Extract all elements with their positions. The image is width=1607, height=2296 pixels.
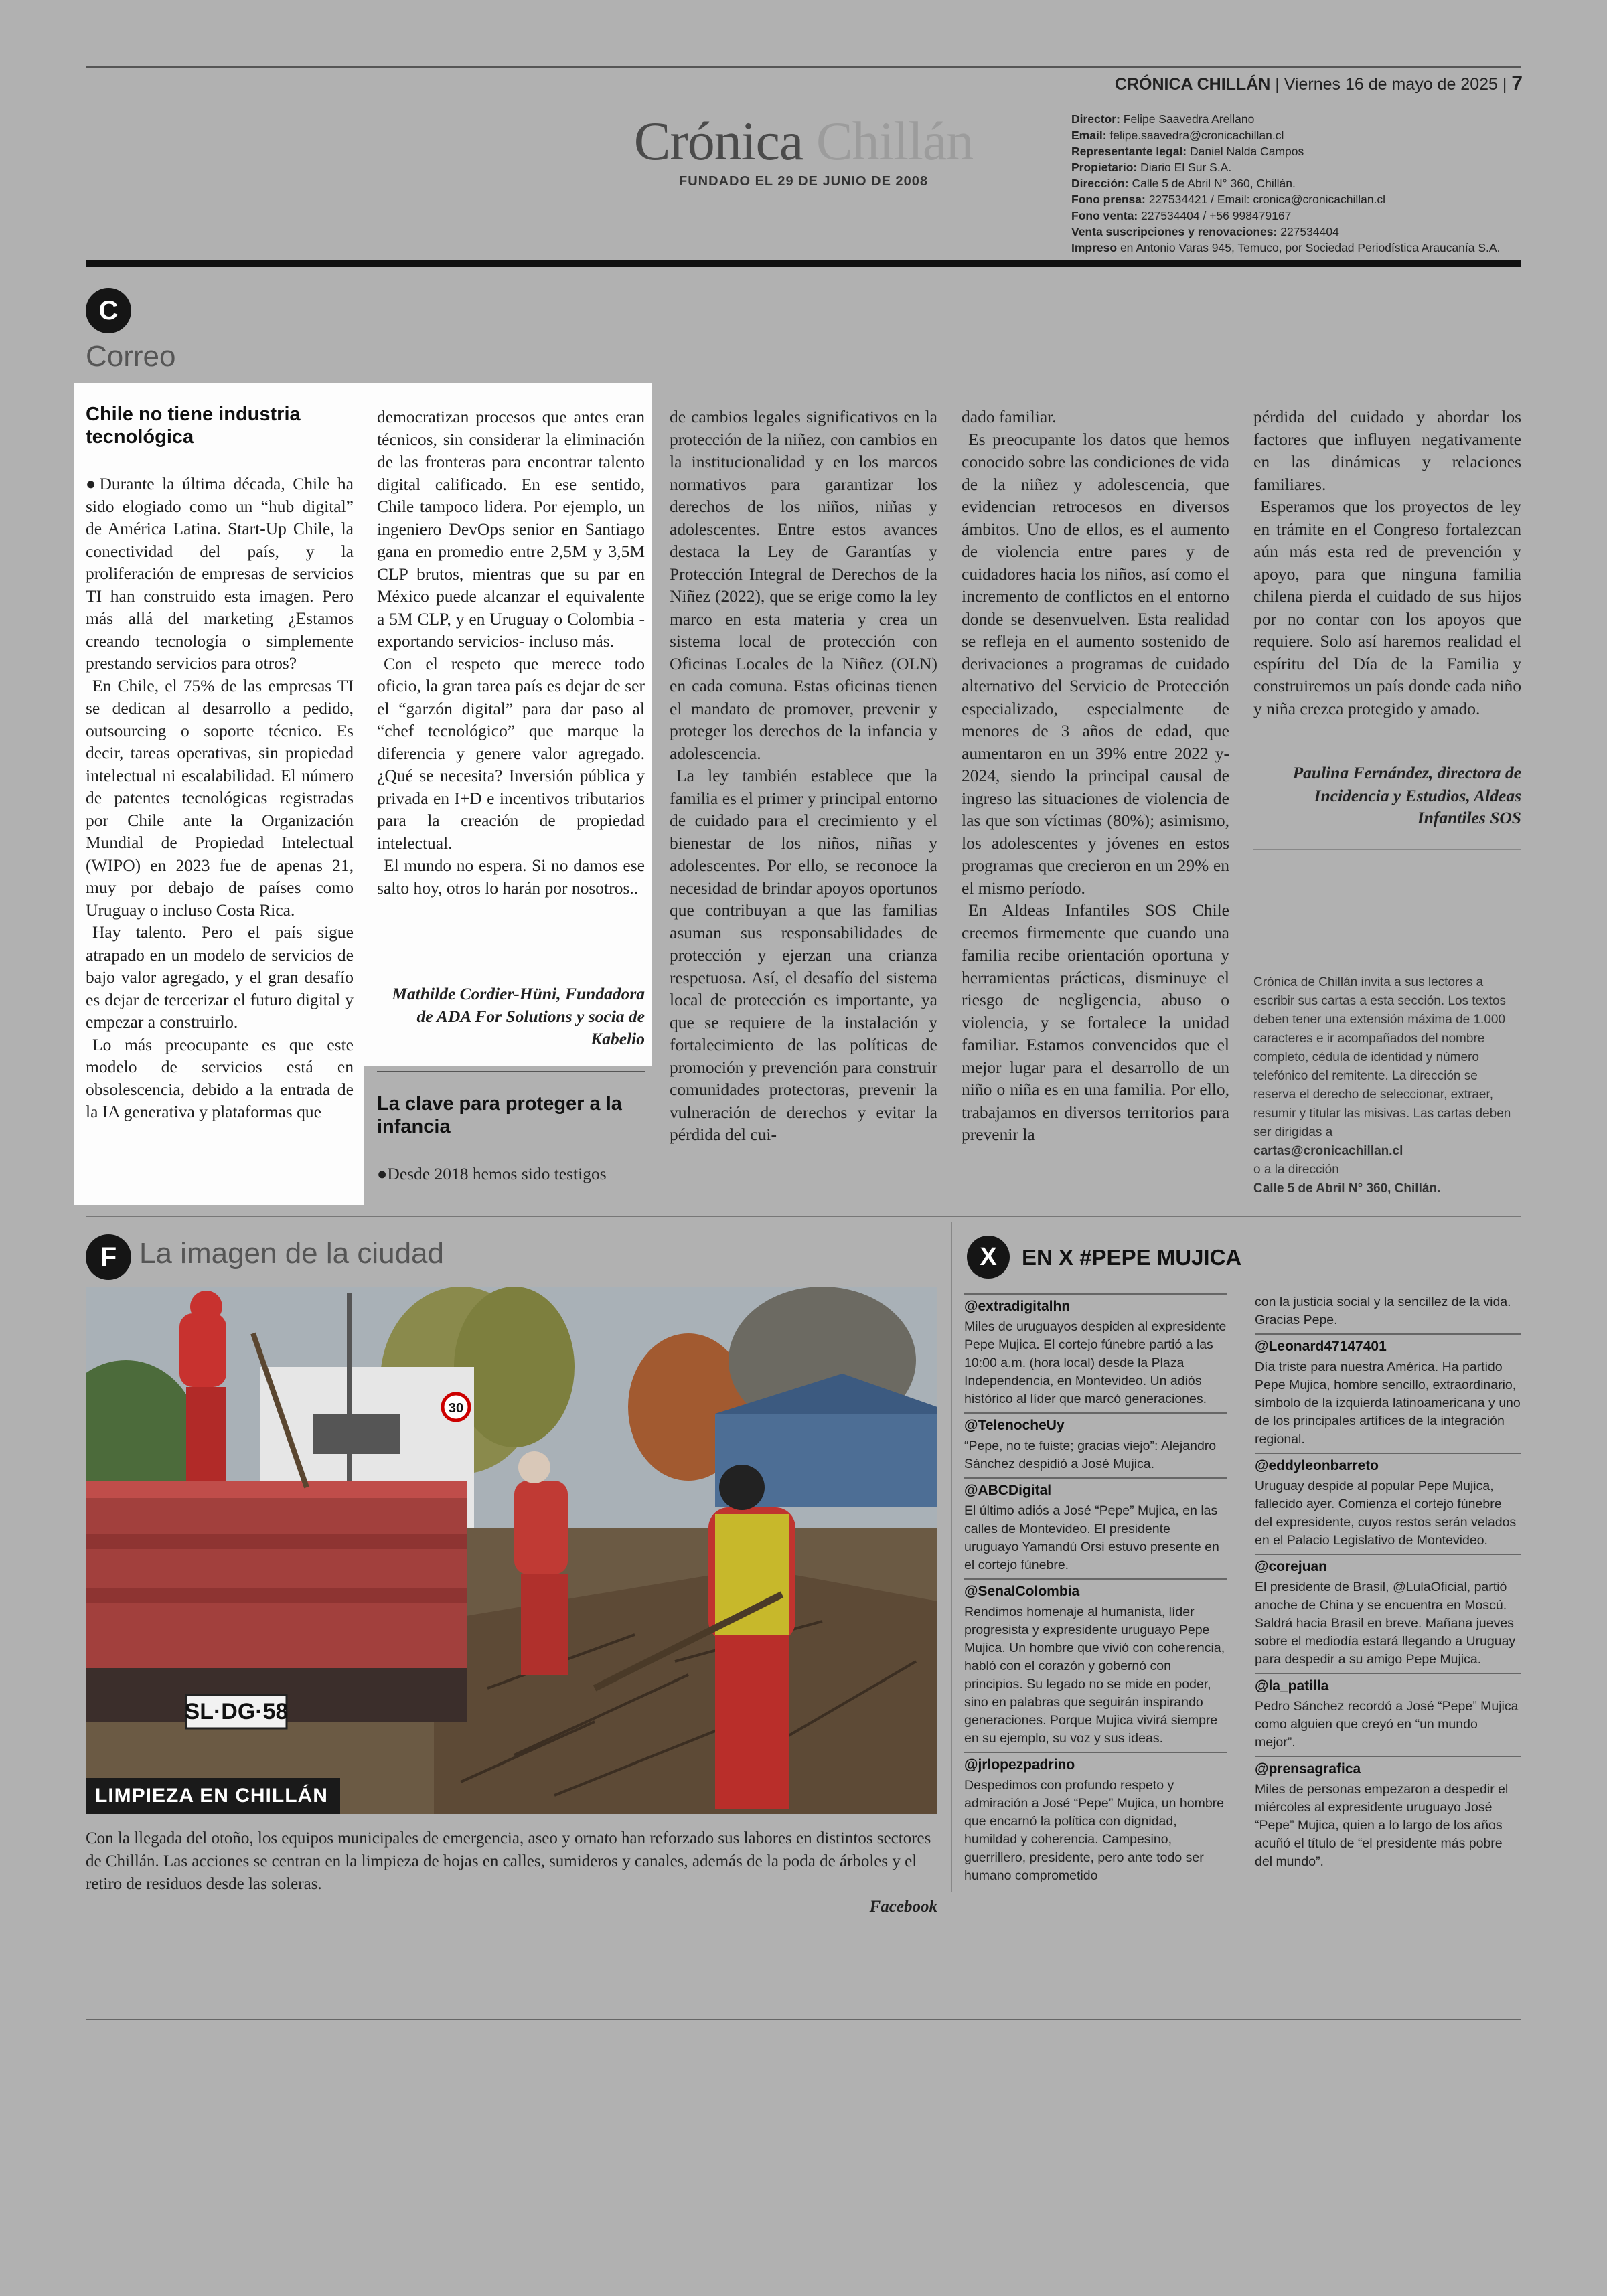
letter1-paragraph: ●Durante la última década, Chile ha sido elogiado como un “hub digital” de América Latina. Start-Up Chile, la conectividad del país, y la proliferación de empresas de servicios TI han construido esta imagen. Pero más allá del marketing ¿Estamos creando tecnología o simplemente prestando servicios para otros?	[86, 474, 354, 673]
staff-row	[1071, 143, 1527, 159]
folio-date: Viernes 16 de mayo de 2025	[1284, 75, 1498, 94]
staff-label: Impreso	[1071, 241, 1120, 254]
staff-label: Venta suscripciones y renovaciones:	[1071, 225, 1281, 238]
staff-label: Propietario:	[1071, 161, 1141, 174]
folio-page: 7	[1511, 72, 1523, 94]
staff-label: Email:	[1071, 129, 1110, 142]
staff-row	[1071, 175, 1527, 191]
imagen-icon: F	[86, 1234, 131, 1280]
staff-box	[1071, 111, 1527, 256]
photo-tag: LIMPIEZA EN CHILLÁN	[86, 1778, 340, 1814]
staff-label: Director:	[1071, 112, 1124, 126]
letter1-paragraph: Con el respeto que merece todo oficio, la gran tarea país es dejar de ser el “garzón digital” para dar paso al “chef tecnológico” que marque la diferencia y genere valor agregado. ¿Qué se necesita? Inversión pública y privada en I+D e incentivos tributarios para la creación de propiedad intelectual.	[377, 653, 645, 853]
tweet-text: “Pepe, no te fuiste; gracias viejo”: Alejandro Sánchez despidió a José Mujica.	[964, 1439, 1217, 1471]
staff-value: Calle 5 de Abril N° 360, Chillán.	[1132, 177, 1296, 190]
letter2-column-3	[670, 406, 937, 1146]
letter2-paragraph: dado familiar.	[962, 407, 1057, 426]
staff-value: en Antonio Varas 945, Temuco, por Sociedad Periodística Araucanía S.A.	[1120, 241, 1501, 254]
letter1-signature: Mathilde Cordier-Hüni, Fundadora de ADA For Solutions y socia de Kabelio	[392, 984, 645, 1048]
letter2-paragraph: En Aldeas Infantiles SOS Chile creemos firmemente que cuando una familia recibe orientación oportuna y herramientas prácticas, disminuye el riesgo de negligencia, abuso o violencia, y se fortalece la unidad familiar. Estamos convencidos que el mejor lugar para el desarrollo de un niño o niña es en una familia. Por ello, trabajamos en diversos territorios para prevenir la	[962, 900, 1229, 1144]
letter1-paragraph: En Chile, el 75% de las empresas TI se dedican al desarrollo a pedido, outsourcing o soporte técnico. Es decir, tareas operativas, sin propiedad intelectual ni escalabilidad. El número de patentes tecnológicas registradas por Chile ante la Organización Mundial de Propiedad Intelectual (WIPO) en 2023 fue de apenas 21, muy por debajo de países como Uruguay o incluso Costa Rica.	[86, 675, 354, 920]
tweet-text: Uruguay despide al popular Pepe Mujica, fallecido ayer. Comienza el cortejo fúnebre del expresidente, cuyos restos serán velados en el Palacio Legislativo de Montevideo.	[1255, 1479, 1517, 1548]
letter1-paragraph: Hay talento. Pero el país sigue atrapado en un modelo de servicios de bajo valor agregado, y el gran desafío es dejar de tercerizar el futuro digital y empezar a construirlo.	[86, 922, 354, 1032]
staff-value: Diario El Sur S.A.	[1140, 161, 1232, 174]
letter2-column-2-start: ●Desde 2018 hemos sido testigos	[377, 1164, 607, 1183]
tweet-text: Pedro Sánchez recordó a José “Pepe” Mujica como alguien que creyó en “un mundo mejor”.	[1255, 1699, 1519, 1750]
tweet-text: El presidente de Brasil, @LulaOficial, partió anoche de China y se encuentra en Moscú. Saldrá hacia Brasil en breve. Mañana jueves sobre el mediodía estará llegando a Uruguay para despedir a su amigo Pepe Mujica.	[1255, 1580, 1516, 1667]
staff-label: Representante legal:	[1071, 145, 1190, 158]
letter2-paragraph: de cambios legales significativos en la protección de la niñez, con cambios en la institucionalidad y en los marcos normativos para garantizar los derechos de los niños, niñas y adolescentes. Entre estos avances destaca la Ley de Garantías y Protección Integral de Derechos de la Niñez (2022), que se erige como la ley marco en esta materia y crea un sistema local de protección con Oficinas Locales de la Niñez (OLN) en cada comuna. Estas oficinas tienen el mandato de promover, prevenir y proteger los derechos de la infancia y adolescencia.	[670, 407, 937, 763]
letter2-signature: Paulina Fernández, directora de Incidencia y Estudios, Aldeas Infantiles SOS	[1292, 763, 1521, 827]
staff-row	[1071, 159, 1527, 175]
notice-text: Crónica de Chillán invita a sus lectores a escribir sus cartas a esta sección. Los textos deben tener una extensión máxima de 1.000 caracteres e ir acompañados del nombre completo, cédula de identidad y número telefónico del remitente. La dirección se reserva el derecho de seleccionar, extraer, resumir y titular las misivas. Las cartas deben ser dirigidas a	[1253, 975, 1511, 1139]
tweet-text: con la justicia social y la sencillez de la vida. Gracias Pepe.	[1255, 1295, 1511, 1327]
bottom-rule	[86, 2019, 1521, 2020]
staff-label: Fono prensa:	[1071, 193, 1149, 206]
tweet-text: Despedimos con profundo respeto y admiración a José “Pepe” Mujica, un hombre que encarnó la política con dignidad, humildad y coherencia. Campesino, guerrillero, presidente, pero ante todo ser humano comprometido	[964, 1778, 1225, 1883]
staff-value: 227534421 / Email: cronica@cronicachillan.cl	[1148, 193, 1386, 206]
tweet-handle[interactable]: @ABCDigital	[964, 1477, 1227, 1499]
photo-caption	[86, 1827, 937, 1918]
notice-or: o a la dirección	[1253, 1163, 1339, 1177]
tweet-handle[interactable]: @jrlopezpadrino	[964, 1752, 1227, 1774]
letter2-paragraph: pérdida del cuidado y abordar los factores que influyen negativamente en las dinámicas y relaciones familiares.	[1253, 407, 1521, 494]
tweet-handle[interactable]: @prensagrafica	[1255, 1756, 1521, 1778]
letters-notice	[1253, 973, 1521, 1198]
imagen-section-title: La imagen de la ciudad	[139, 1237, 444, 1270]
tweet-text: El último adiós a José “Pepe” Mujica, en las calles de Montevideo. El presidente uruguayo Yamandú Orsi estuvo presente en el cortejo fúnebre.	[964, 1503, 1219, 1572]
tweet-text: Día triste para nuestra América. Ha partido Pepe Mujica, hombre sencillo, extraordinario, símbolo de la izquierda latinoamericana y uno de los principales artífices de la integración regional.	[1255, 1360, 1521, 1447]
top-rule	[86, 66, 1521, 68]
speed-sign: 30	[448, 1401, 464, 1416]
letter1-headline: Chile no tiene industria tecnológica	[86, 404, 301, 448]
letter1-column-1	[86, 473, 354, 1123]
letter2-column-4	[962, 406, 1229, 1146]
letter2-paragraph: La ley también establece que la familia es el primer y principal entorno de cuidado para el crecimiento y el bienestar de los niños, niñas y adolescentes. Por ello, se reconoce la necesidad de brindar apoyos oportunos que contribuyan a que las familias asuman sus responsabilidades de protección y ejerzan una crianza respetuosa. Así, el desafío del sistema local de protección es importante, ya que se requiere de la instalación y fortalecimiento de las políticas de promoción y prevención para construir comunidades protectoras, prevenir la vulneración de derechos y evitar la pérdida del cui-	[670, 766, 937, 1144]
masthead-word-1: Crónica	[633, 110, 804, 171]
staff-label: Dirección:	[1071, 177, 1132, 190]
tweet-handle[interactable]: @TelenocheUy	[964, 1412, 1227, 1434]
letter2-rule	[377, 1071, 645, 1072]
correo-icon: C	[86, 288, 131, 333]
staff-row	[1071, 111, 1527, 127]
letter1-paragraph: Lo más preocupante es que este modelo de servicios está en obsolescencia, debido a la entrada de la IA generativa y plataformas que	[86, 1034, 354, 1121]
masthead	[616, 110, 991, 189]
city-photo-illustration	[86, 1287, 937, 1814]
tweet-handle[interactable]: @corejuan	[1255, 1554, 1521, 1576]
staff-row	[1071, 224, 1527, 240]
staff-value: felipe.saavedra@cronicachillan.cl	[1109, 129, 1284, 142]
staff-row	[1071, 127, 1527, 143]
imagen-x-divider	[951, 1222, 952, 1892]
letter1-column-2	[377, 406, 645, 899]
staff-row	[1071, 208, 1527, 224]
tweet-handle[interactable]: @extradigitalhn	[964, 1293, 1227, 1315]
letter1-paragraph: democratizan procesos que antes eran técnicos, sin considerar la eliminación de las fronteras para encontrar talento digital calificado. En ese sentido, Chile tampoco lidera. Por ejemplo, un ingeniero DevOps senior en Santiago gana en promedio entre 2,5M y 3,5M CLP brutos, mientras que su par en México puede alcanzar el equivalente a 5M CLP, y en Uruguay o Colombia -exportando servicios- incluso más.	[377, 407, 645, 651]
tweet-text: Miles de uruguayos despiden al expresidente Pepe Mujica. El cortejo fúnebre partió a las 10:00 a.m. (hora local) desde la Plaza Independencia, en Montevideo. Un adiós histórico al líder que marcó generaciones.	[964, 1319, 1227, 1406]
photo-credit: Facebook	[869, 1898, 937, 1916]
tweet-handle[interactable]: @eddyleonbarreto	[1255, 1453, 1521, 1475]
letter2-column-5	[1253, 406, 1521, 720]
staff-value: Felipe Saavedra Arellano	[1123, 112, 1255, 126]
caption-text: Con la llegada del otoño, los equipos municipales de emergencia, aseo y ornato han reforzado sus labores en distintos sectores de Chillán. Las acciones se centran en la limpieza de hojas en calles, sumideros y canales, además de la poda de árboles y el retiro de residuos desde las soleras.	[86, 1829, 931, 1893]
folio-paper: CRÓNICA CHILLÁN	[1114, 75, 1271, 94]
masthead-title	[616, 110, 991, 173]
x-column-1	[964, 1289, 1227, 1885]
correo-section-title: Correo	[86, 340, 176, 373]
letter2-paragraph: Es preocupante los datos que hemos conocido sobre las condiciones de vida de la niñez y adolescencia, que evidencian retrocesos en diversos ámbitos. Uno de ellos, es el aumento de violencia entre pares y de cuidadores hacia los niños, así como el incremento de conflictos en el entorno donde se desenvuelven. Esta realidad se refleja en el aumento sostenido de derivaciones a programas de cuidado alternativo del Servicio de Protección especializado, especialmente de menores de 3 años de edad, que aumentaron en un 39% entre 2022 y-2024, siendo la principal causal de ingreso las situaciones de violencia de las que son víctimas (80%); asimismo, los adolescentes y jóvenes en estos programas que crecieron en un 29% en el mismo período.	[962, 429, 1229, 898]
letter1-paragraph: El mundo no espera. Si no damos ese salto hoy, otros lo harán por nosotros..	[377, 855, 645, 898]
tweet-text: Rendimos homenaje al humanista, líder progresista y expresidente uruguayo Pepe Mujica. Un hombre que vivió con coherencia, habló con el corazón y gobernó con principios. Su legado no se mide en poder, sino en palabras que seguirán inspirando generaciones. Porque Mujica vivirá siempre en su ejemplo, su voz y sus ideas.	[964, 1605, 1225, 1746]
tweet-handle[interactable]: @Leonard47147401	[1255, 1333, 1521, 1356]
staff-value: Daniel Nalda Campos	[1190, 145, 1304, 158]
license-plate: SL·DG·58	[184, 1699, 289, 1724]
staff-row	[1071, 191, 1527, 208]
x-icon: X	[967, 1236, 1010, 1279]
col5-rule	[1253, 849, 1521, 850]
letter2-headline: La clave para proteger a la infancia	[377, 1093, 622, 1137]
staff-row	[1071, 240, 1527, 256]
x-section-title: EN X #PEPE MUJICA	[1022, 1245, 1242, 1270]
notice-email[interactable]: cartas@cronicachillan.cl	[1253, 1144, 1403, 1158]
page-folio: CRÓNICA CHILLÁN | Viernes 16 de mayo de 2025 | 7	[1114, 72, 1523, 94]
tweet-text: Miles de personas empezaron a despedir el miércoles al expresidente uruguayo José “Pepe” Mujica, quien a lo largo de los años acuñó el título de “el presidente más pobre del mundo”.	[1255, 1782, 1509, 1869]
header-thick-rule	[86, 260, 1521, 267]
notice-address: Calle 5 de Abril N° 360, Chillán.	[1253, 1181, 1441, 1196]
staff-value: 227534404 / +56 998479167	[1141, 209, 1292, 222]
tweet-handle[interactable]: @la_patilla	[1255, 1673, 1521, 1695]
masthead-founded: FUNDADO EL 29 DE JUNIO DE 2008	[679, 174, 928, 189]
correo-bottom-rule	[86, 1216, 1521, 1217]
x-column-2	[1255, 1291, 1521, 1871]
staff-value: 227534404	[1280, 225, 1339, 238]
tweet-handle[interactable]: @SenalColombia	[964, 1578, 1227, 1601]
staff-label: Fono venta:	[1071, 209, 1142, 222]
city-photo	[86, 1287, 937, 1814]
masthead-word-2: Chillán	[816, 110, 974, 171]
letter2-paragraph: Esperamos que los proyectos de ley en trámite en el Congreso fortalezcan aún más esta red de prevención y apoyo, para que ninguna familia chilena pierda el cuidado de sus hijos por no contar con los apoyos que requiere. Solo así haremos realidad el espíritu del Día de la Familia y construiremos un país donde cada niño y niña crezca protegido y amado.	[1253, 497, 1521, 718]
